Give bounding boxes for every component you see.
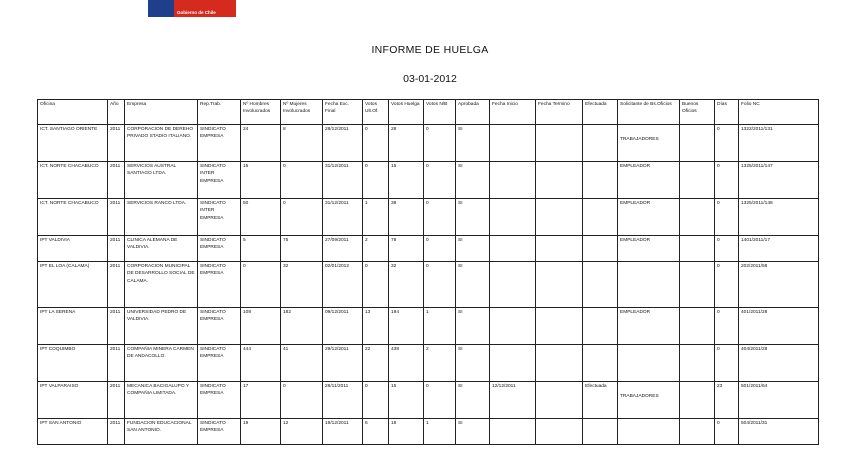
cell-rep: SINDICATO EMPRESA	[198, 308, 241, 345]
cell-mujeres: 12	[281, 419, 323, 445]
column-header: Año	[108, 100, 125, 125]
column-header: Votos N/B	[424, 100, 456, 125]
cell-buenos	[680, 199, 715, 236]
cell-aprobada: SI	[456, 419, 490, 445]
cell-hombres: 17	[241, 382, 281, 419]
cell-efectuada	[583, 199, 618, 236]
cell-votos-ult: 22	[363, 345, 389, 382]
cell-oficina: IPT COQUIMBO	[38, 345, 108, 382]
logo-red-block	[174, 0, 236, 17]
column-header: Nº Mujeres Involucrados	[281, 100, 323, 125]
cell-folio: 401/2011/28	[739, 308, 819, 345]
cell-rep: SINDICATO EMPRESA	[198, 382, 241, 419]
cell-fecha-exc: 29/12/2011	[323, 345, 363, 382]
cell-fecha-termino	[536, 236, 583, 262]
cell-fecha-inicio	[490, 236, 536, 262]
cell-votos-nb: 0	[424, 125, 456, 162]
cell-dias: 0	[715, 236, 739, 262]
cell-fecha-inicio	[490, 419, 536, 445]
cell-aprobada: SI	[456, 308, 490, 345]
cell-rep: SINDICATO INTER EMPRESA	[198, 162, 241, 199]
cell-votos-huelga: 32	[389, 262, 424, 308]
cell-votos-nb: 0	[424, 162, 456, 199]
cell-fecha-exc: 09/12/2011	[323, 308, 363, 345]
cell-fecha-termino	[536, 199, 583, 236]
cell-votos-huelga: 438	[389, 345, 424, 382]
table-row	[38, 419, 819, 445]
cell-empresa: CORPORACION DE DEREHO PRIVADO STADIO ITALIANO.	[125, 125, 198, 162]
cell-folio: 504/2011/31	[739, 419, 819, 445]
cell-fecha-inicio	[490, 199, 536, 236]
cell-rep: SINDICATO INTER EMPRESA	[198, 199, 241, 236]
cell-fecha-termino	[536, 419, 583, 445]
cell-buenos	[680, 162, 715, 199]
cell-buenos	[680, 262, 715, 308]
cell-fecha-inicio	[490, 162, 536, 199]
cell-efectuada	[583, 125, 618, 162]
cell-dias: 0	[715, 308, 739, 345]
cell-fecha-termino	[536, 308, 583, 345]
cell-votos-huelga: 18	[389, 419, 424, 445]
cell-dias: 0	[715, 125, 739, 162]
cell-votos-ult: 1	[363, 199, 389, 236]
cell-fecha-termino	[536, 162, 583, 199]
cell-anio: 2011	[108, 125, 125, 162]
cell-mujeres: 0	[281, 199, 323, 236]
cell-folio: 1325/2011/147	[739, 162, 819, 199]
table-row	[38, 308, 819, 345]
cell-buenos	[680, 308, 715, 345]
cell-solicitante: EMPLEADOR	[618, 236, 680, 262]
cell-buenos	[680, 125, 715, 162]
column-header: Votos Ult.Of.	[363, 100, 389, 125]
cell-oficina: ICT. SANTIAGO ORIENTE	[38, 125, 108, 162]
cell-oficina: ICT. NORTE CHACABUCO	[38, 162, 108, 199]
cell-aprobada: SI	[456, 199, 490, 236]
cell-votos-nb: 1	[424, 308, 456, 345]
cell-votos-nb: 0	[424, 236, 456, 262]
column-header: Empresa	[125, 100, 198, 125]
cell-oficina: IPT LA SERENA	[38, 308, 108, 345]
cell-anio: 2011	[108, 162, 125, 199]
cell-empresa: CORPORACION MUNICIPAL DE DESARROLLO SOCIAL DE CALAMA.	[125, 262, 198, 308]
column-header: Folio NC	[739, 100, 819, 125]
cell-hombres: 50	[241, 199, 281, 236]
cell-mujeres: 41	[281, 345, 323, 382]
cell-text: TRABAJADORES	[620, 394, 659, 399]
cell-votos-huelga: 28	[389, 125, 424, 162]
cell-votos-huelga: 15	[389, 162, 424, 199]
cell-solicitante	[618, 345, 680, 382]
cell-oficina: IPT VALPARAISO	[38, 382, 108, 419]
cell-efectuada	[583, 419, 618, 445]
cell-fecha-exc: 31/12/2011	[323, 162, 363, 199]
cell-dias: 0	[715, 419, 739, 445]
cell-aprobada: SI	[456, 162, 490, 199]
table-row	[38, 345, 819, 382]
cell-fecha-inicio	[490, 262, 536, 308]
column-header: Aprobada	[456, 100, 490, 125]
cell-mujeres: 0	[281, 382, 323, 419]
cell-anio: 2011	[108, 199, 125, 236]
cell-oficina: IPT VALDIVIA	[38, 236, 108, 262]
table-row	[38, 236, 819, 262]
cell-buenos	[680, 345, 715, 382]
cell-anio: 2011	[108, 419, 125, 445]
cell-empresa: COMPAÑIA MINERA CARMEN DE ANDACOLLO.	[125, 345, 198, 382]
cell-fecha-exc: 31/12/2011	[323, 199, 363, 236]
cell-aprobada: SI	[456, 382, 490, 419]
cell-dias: 0	[715, 262, 739, 308]
cell-folio: 404/2011/28	[739, 345, 819, 382]
column-header: Oficina	[38, 100, 108, 125]
cell-votos-ult: 13	[363, 308, 389, 345]
cell-votos-ult: 0	[363, 125, 389, 162]
table-row	[38, 162, 819, 199]
cell-fecha-termino	[536, 345, 583, 382]
cell-empresa: FUNDACION EDUCACIONAL SAN ANTONIO.	[125, 419, 198, 445]
cell-mujeres: 75	[281, 236, 323, 262]
gobierno-logo	[148, 0, 236, 17]
table-row	[38, 262, 819, 308]
cell-mujeres: 32	[281, 262, 323, 308]
cell-hombres: 0	[241, 262, 281, 308]
table-row	[38, 125, 819, 162]
cell-fecha-exc: 19/12/2011	[323, 419, 363, 445]
cell-votos-huelga: 194	[389, 308, 424, 345]
cell-aprobada: SI	[456, 125, 490, 162]
column-header: Efectuada	[583, 100, 618, 125]
cell-efectuada	[583, 262, 618, 308]
cell-fecha-inicio	[490, 125, 536, 162]
cell-fecha-termino	[536, 262, 583, 308]
cell-fecha-exc: 02/01/2012	[323, 262, 363, 308]
cell-aprobada: SI	[456, 236, 490, 262]
column-header: Fecha Termino	[536, 100, 583, 125]
cell-aprobada: SI	[456, 262, 490, 308]
cell-rep: SINDICATO EMPRESA	[198, 236, 241, 262]
cell-mujeres: 182	[281, 308, 323, 345]
cell-mujeres: 8	[281, 125, 323, 162]
cell-empresa: SERVICIOS AUSTRAL SANTIAGO LTDA.	[125, 162, 198, 199]
cell-dias: 0	[715, 345, 739, 382]
column-header: Fecha Inicio	[490, 100, 536, 125]
cell-solicitante: EMPLEADOR	[618, 162, 680, 199]
cell-buenos	[680, 236, 715, 262]
cell-efectuada	[583, 236, 618, 262]
cell-empresa: CLINICA ALEMANA DE VALDIVIA.	[125, 236, 198, 262]
logo-text: Gobierno de Chile	[177, 10, 216, 15]
cell-hombres: 444	[241, 345, 281, 382]
cell-votos-huelga: 15	[389, 382, 424, 419]
cell-votos-nb: 0	[424, 382, 456, 419]
cell-anio: 2011	[108, 308, 125, 345]
cell-buenos	[680, 382, 715, 419]
cell-empresa: SERVICIOS RANCO LTDA.	[125, 199, 198, 236]
column-header: Solicitante de Bs.Oficios	[618, 100, 680, 125]
cell-votos-nb: 2	[424, 345, 456, 382]
cell-empresa: MECANICA BACIGALUPO Y COMPAÑIA LIMITADA.	[125, 382, 198, 419]
report-date: 03-01-2012	[403, 73, 457, 85]
cell-votos-ult: 0	[363, 262, 389, 308]
logo-blue-block	[148, 0, 174, 17]
cell-votos-ult: 6	[363, 419, 389, 445]
cell-hombres: 108	[241, 308, 281, 345]
cell-folio: 202/2011/58	[739, 262, 819, 308]
cell-anio: 2011	[108, 382, 125, 419]
cell-solicitante: EMPLEADOR	[618, 199, 680, 236]
cell-hombres: 5	[241, 236, 281, 262]
table-row	[38, 382, 819, 419]
cell-rep: SINDICATO EMPRESA	[198, 419, 241, 445]
cell-solicitante	[618, 382, 680, 419]
table-header-row	[38, 100, 819, 125]
cell-fecha-exc: 28/11/2011	[323, 382, 363, 419]
cell-efectuada: Efectuada	[583, 382, 618, 419]
column-header: Nº Hombres Involucrados	[241, 100, 281, 125]
cell-solicitante	[618, 125, 680, 162]
cell-rep: SINDICATO EMPRESA	[198, 125, 241, 162]
cell-fecha-termino	[536, 382, 583, 419]
cell-hombres: 15	[241, 162, 281, 199]
cell-fecha-exc: 27/09/2011	[323, 236, 363, 262]
cell-hombres: 19	[241, 419, 281, 445]
table-row	[38, 199, 819, 236]
cell-oficina: IPT EL LOA (CALAMA)	[38, 262, 108, 308]
cell-votos-huelga: 38	[389, 199, 424, 236]
column-header: Rep.Trab.	[198, 100, 241, 125]
cell-efectuada	[583, 162, 618, 199]
cell-folio: 1325/2011/148	[739, 199, 819, 236]
cell-rep: SINDICATO EMPRESA	[198, 345, 241, 382]
cell-votos-ult: 0	[363, 382, 389, 419]
cell-anio: 2011	[108, 345, 125, 382]
column-header: Fecha Exc. Final	[323, 100, 363, 125]
cell-solicitante	[618, 262, 680, 308]
cell-efectuada	[583, 308, 618, 345]
column-header: Días	[715, 100, 739, 125]
cell-dias: 23	[715, 382, 739, 419]
cell-rep: SINDICATO EMPRESA	[198, 262, 241, 308]
cell-efectuada	[583, 345, 618, 382]
cell-empresa: UNIVERSIDAD PEDRO DE VALDIVIA.	[125, 308, 198, 345]
cell-oficina: ICT. NORTE CHACABUCO	[38, 199, 108, 236]
cell-fecha-termino	[536, 125, 583, 162]
cell-aprobada: SI	[456, 345, 490, 382]
cell-fecha-inicio: 12/12/2011	[490, 382, 536, 419]
table-body	[38, 125, 819, 445]
cell-dias: 0	[715, 162, 739, 199]
cell-solicitante: EMPLEADOR	[618, 308, 680, 345]
cell-fecha-inicio	[490, 308, 536, 345]
cell-anio: 2011	[108, 236, 125, 262]
cell-mujeres: 0	[281, 162, 323, 199]
cell-votos-nb: 0	[424, 199, 456, 236]
cell-votos-nb: 0	[424, 262, 456, 308]
cell-votos-ult: 0	[363, 162, 389, 199]
cell-solicitante	[618, 419, 680, 445]
cell-folio: 501/2011/64	[739, 382, 819, 419]
strike-report-table	[37, 99, 819, 445]
cell-oficina: IPT SAN ANTONIO	[38, 419, 108, 445]
cell-votos-huelga: 78	[389, 236, 424, 262]
cell-hombres: 24	[241, 125, 281, 162]
cell-dias: 0	[715, 199, 739, 236]
cell-fecha-inicio	[490, 345, 536, 382]
cell-anio: 2011	[108, 262, 125, 308]
cell-folio: 1322/2011/131	[739, 125, 819, 162]
report-title: INFORME DE HUELGA	[371, 44, 489, 56]
column-header: Votos Huelga	[389, 100, 424, 125]
cell-buenos	[680, 419, 715, 445]
cell-votos-nb: 1	[424, 419, 456, 445]
cell-votos-ult: 2	[363, 236, 389, 262]
cell-fecha-exc: 28/12/2011	[323, 125, 363, 162]
cell-text: TRABAJADORES	[620, 137, 659, 142]
column-header: Buenos Oficios	[680, 100, 715, 125]
cell-folio: 1401/2011/17	[739, 236, 819, 262]
